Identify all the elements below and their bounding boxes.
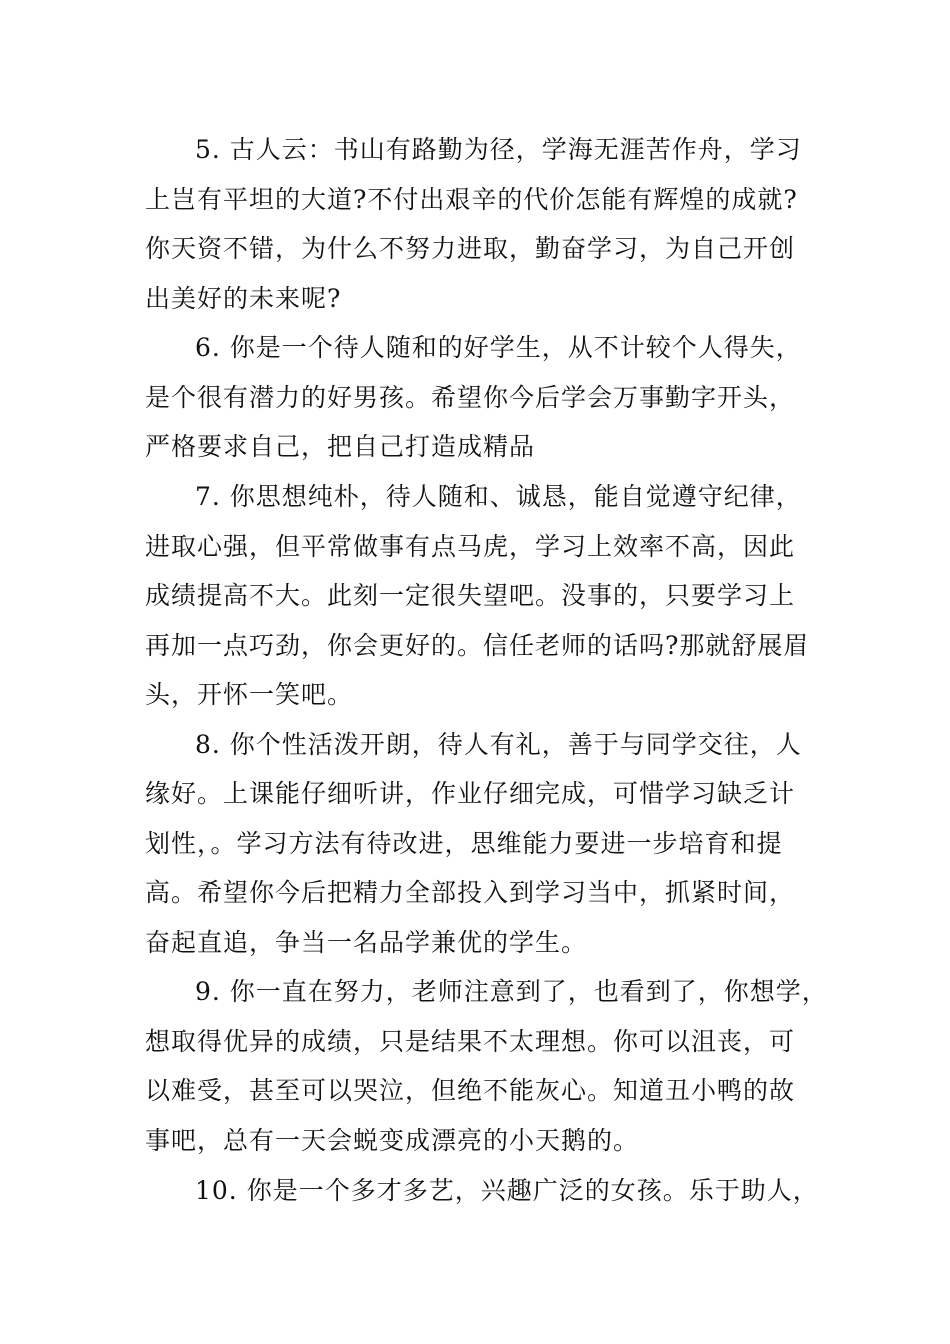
- paragraph-7-line-1: 7. 你思想纯朴，待人随和、诚恳，能自觉遵守纪律，: [195, 482, 802, 511]
- paragraph-9-line-2: 想取得优异的成绩，只是结果不太理想。你可以沮丧，可: [145, 1027, 796, 1056]
- paragraph-5-line-1: 5. 古人云：书山有路勤为径，学海无涯苦作舟，学习: [195, 135, 802, 164]
- paragraph-9-line-4: 事吧，总有一天会蜕变成漂亮的小天鹅的。: [145, 1126, 640, 1155]
- paragraph-8-line-1: 8. 你个性活泼开朗，待人有礼，善于与同学交往，人: [195, 730, 802, 759]
- paragraph-7-line-4: 再加一点巧劲，你会更好的。信任老师的话吗?那就舒展眉: [145, 631, 810, 660]
- paragraph-8-line-3: 划性，。学习方法有待改进，思维能力要进一步培育和提: [145, 829, 783, 858]
- paragraph-8-line-4: 高。希望你今后把精力全部投入到学习当中，抓紧时间，: [145, 878, 796, 907]
- paragraph-7-line-2: 进取心强，但平常做事有点马虎，学习上效率不高，因此: [145, 532, 796, 561]
- paragraph-8-line-2: 缘好。上课能仔细听讲，作业仔细完成，可惜学习缺乏计: [145, 779, 796, 808]
- paragraph-5-line-2: 上岂有平坦的大道?不付出艰辛的代价怎能有辉煌的成就?: [145, 185, 798, 214]
- paragraph-6-line-3: 严格要求自己，把自己打造成精品: [145, 432, 536, 461]
- paragraph-7-line-5: 头，开怀一笑吧。: [145, 680, 354, 709]
- paragraph-6-line-1: 6. 你是一个待人随和的好学生，从不计较个人得失，: [195, 333, 802, 362]
- paragraph-9-line-3: 以难受，甚至可以哭泣，但绝不能灰心。知道丑小鸭的故: [145, 1076, 796, 1105]
- paragraph-9-line-1: 9. 你一直在努力，老师注意到了，也看到了，你想学，: [195, 977, 828, 1006]
- paragraph-5-line-4: 出美好的未来呢?: [145, 284, 342, 313]
- paragraph-7-line-3: 成绩提高不大。此刻一定很失望吧。没事的，只要学习上: [145, 581, 796, 610]
- paragraph-10-line-1: 10. 你是一个多才多艺，兴趣广泛的女孩。乐于助人，: [195, 1176, 819, 1205]
- paragraph-6-line-2: 是个很有潜力的好男孩。希望你今后学会万事勤字开头，: [145, 383, 796, 412]
- paragraph-5-line-3: 你天资不错，为什么不努力进取，勤奋学习，为自己开创: [145, 234, 796, 263]
- paragraph-8-line-5: 奋起直追，争当一名品学兼优的学生。: [145, 928, 588, 957]
